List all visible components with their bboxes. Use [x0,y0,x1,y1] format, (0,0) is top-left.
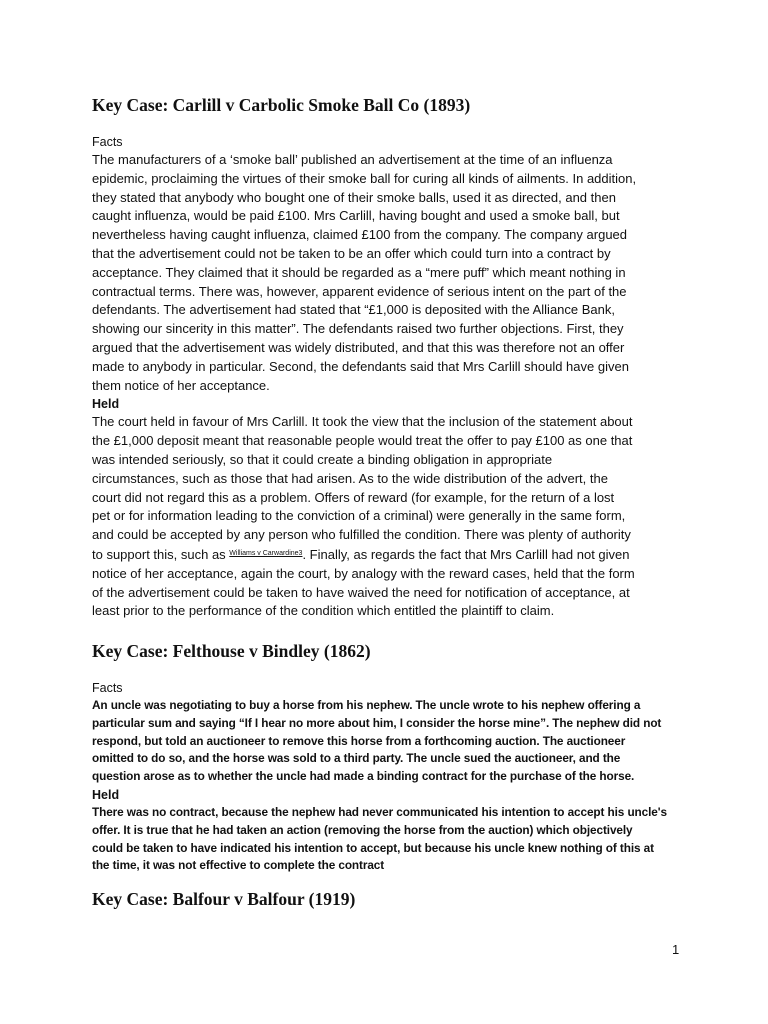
facts-line: acceptance. They claimed that it should be regarded as a “mere puff” which meant nothing in [92,264,626,280]
case-body-felthouse [92,679,692,875]
held-line: The court held in favour of Mrs Carlill. It took the view that the inclusion of the statement about [92,414,633,430]
page-number: 1 [672,942,680,957]
facts-line: caught influenza, would be paid £100. Mrs Carlill, having bought and used a smoke ball, but [92,208,620,224]
held-line: circumstances, such as those that had arisen. As to the wide distribution of the advert, the [92,470,608,486]
held-line: pet or for information leading to the conviction of a criminal) were generally in the same form, [92,508,626,524]
facts-line: they stated that anybody who bought one of their smoke balls, used it as directed, and then [92,189,616,205]
facts-line: nevertheless having caught influenza, claimed £100 from the company. The company argued [92,227,628,243]
facts-line: The manufacturers of a ‘smoke ball’ published an advertisement at the time of an influenza [92,152,613,167]
facts-line: them notice of her acceptance. [92,377,270,393]
held-line: notice of her acceptance, again the court, by analogy with the reward cases, held that the form [92,565,635,581]
facts-line: made to anybody in particular. Second, the defendants said that Mrs Carlill should have given [92,358,629,374]
facts-line: argued that the advertisement was widely distributed, and that this was therefore not an offer [92,339,625,355]
held-line: least prior to the performance of the condition which entitled the plaintiff to claim. [92,603,555,619]
case-heading-carlill: Key Case: Carlill v Carbolic Smoke Ball Co (1893) [92,95,471,115]
facts-line: contractual terms. There was, however, apparent evidence of serious intent on the part of the [92,283,627,299]
held-paragraph [92,413,692,621]
held-line: court did not regard this as a problem. Offers of reward (for example, for the return of a lost [92,489,615,505]
facts-paragraph [92,151,692,395]
case-heading-balfour: Key Case: Balfour v Balfour (1919) [92,889,356,909]
held-line: the time, it was not effective to complete the contract [92,858,385,873]
case-heading-felthouse: Key Case: Felthouse v Bindley (1862) [92,641,371,661]
facts-line: showing our sincerity in this matter”. The defendants raised two further objections. First, they [92,321,624,337]
facts-line: that the advertisement could not be taken to be an offer which could turn into a contract by [92,245,611,261]
facts-line: respond, but told an auctioneer to remove this horse from a forthcoming auction. The auctioneer [92,733,626,748]
case-reference-link[interactable]: Williams v Carwardine3 [229,549,303,557]
document-page [92,0,692,1024]
held-label: Held [92,397,120,412]
held-line: offer. It is true that he had taken an action (removing the horse from the auction) which objectively [92,822,633,837]
facts-label: Facts [92,681,123,695]
facts-line: defendants. The advertisement had stated that “£1,000 is deposited with the Alliance Bank, [92,302,615,318]
case-body-carlill [92,133,692,621]
facts-paragraph [92,697,692,786]
facts-line: particular sum and saying “If I hear no more about him, I consider the horse mine”. The nephew did not [92,715,662,730]
held-line: There was no contract, because the nephew had never communicated his intention to accept his uncle's [92,804,667,819]
held-label: Held [92,787,120,802]
held-line-with-reference: to support this, such as $^{Williams v Carwardine3}$. Finally, as regards the fact that Mrs Carlill had not given [92,546,630,562]
held-line: of the advertisement could be taken to have waived the need for notification of acceptance, at [92,584,630,600]
facts-line: epidemic, proclaiming the virtues of their smoke ball for curing all kinds of ailments. In addition, [92,170,637,186]
facts-line: question arose as to whether the uncle had made a binding contract for the purchase of the horse. [92,769,635,784]
facts-label: Facts [92,135,123,149]
held-line: the £1,000 deposit meant that reasonable people would treat the offer to pay £100 as one that [92,433,633,449]
held-paragraph [92,804,692,875]
held-line: was intended seriously, so that it could create a binding obligation in appropriate [92,451,553,467]
held-line: could be taken to have indicated his intention to accept, but because his uncle knew nothing of this at [92,840,654,855]
facts-line: omitted to do so, and the horse was sold to a third party. The uncle sued the auctioneer, and the [92,751,621,766]
held-line: and could be accepted by any person who fulfilled the condition. There was plenty of authority [92,527,631,543]
facts-line: An uncle was negotiating to buy a horse from his nephew. The uncle wrote to his nephew offering a [92,698,641,712]
